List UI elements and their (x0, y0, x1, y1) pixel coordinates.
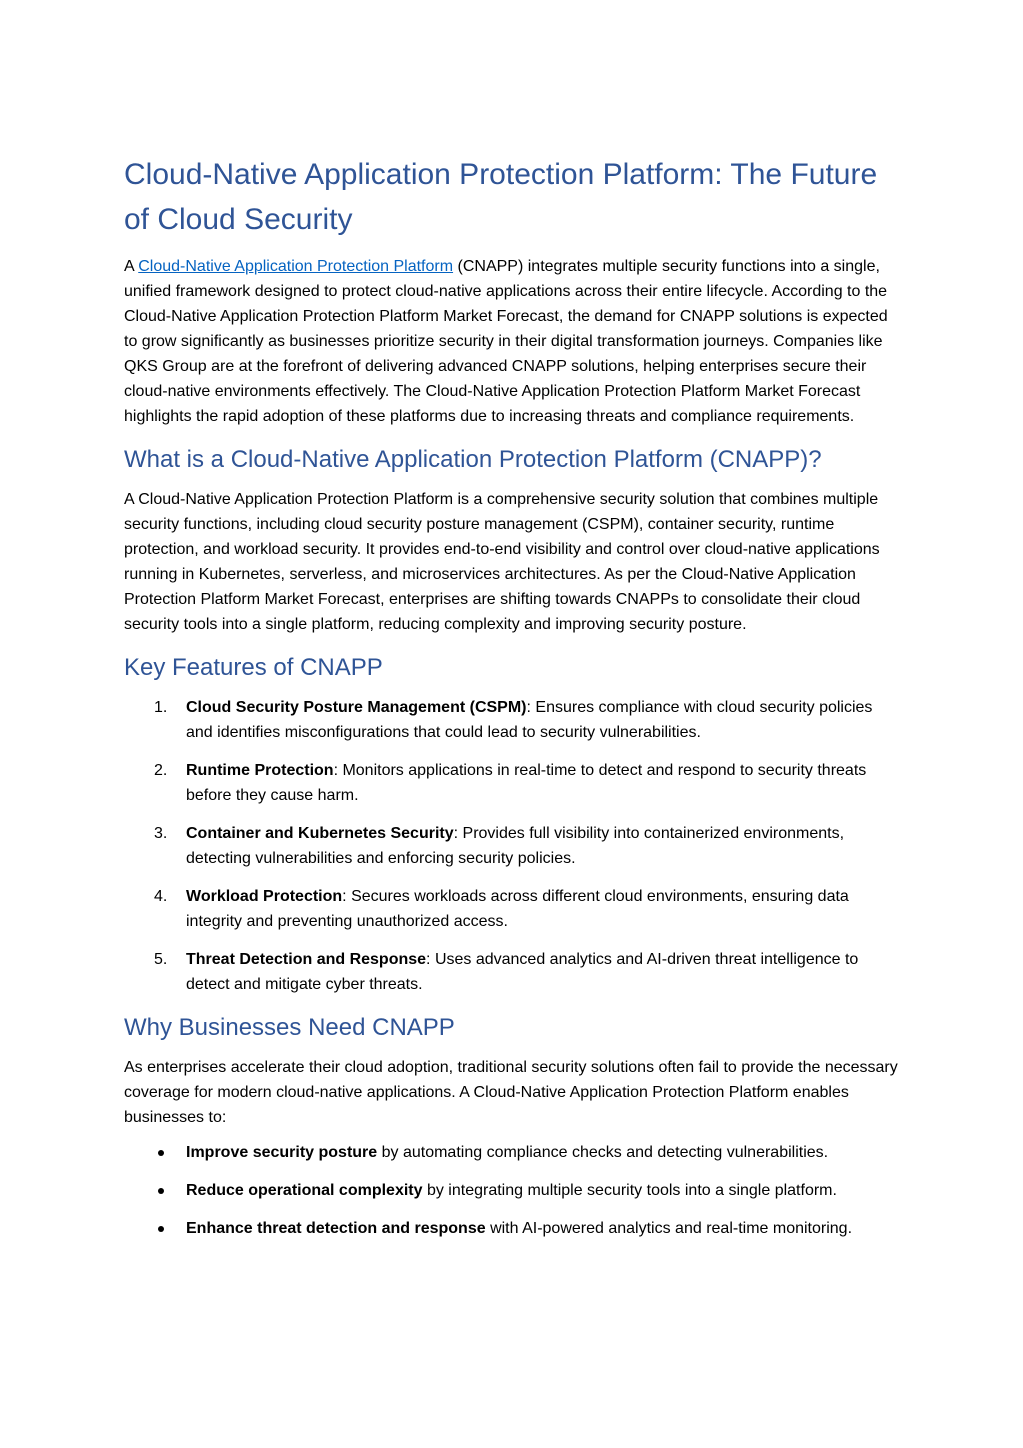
bullet-icon (158, 1150, 164, 1156)
section-heading-what: What is a Cloud-Native Application Protection Platform (CNAPP)? (124, 446, 822, 473)
list-item (124, 1216, 903, 1241)
list-number: 4. (154, 888, 168, 905)
list-item (124, 884, 903, 934)
intro-lead: A (124, 258, 139, 275)
benefit-list (124, 1140, 903, 1241)
feature-title: Container and Kubernetes Security (186, 825, 454, 842)
feature-text: : Provides full visibility into containerized environments, detecting vulnerabilities and enforcing security policies. (186, 825, 845, 867)
list-item (124, 1140, 903, 1165)
list-item (124, 1178, 903, 1203)
list-item (124, 758, 903, 808)
why-paragraph: As enterprises accelerate their cloud adoption, traditional security solutions often fail to provide the necessary coverage for modern cloud-native applications. A Cloud-Native Application Protection Platform enables businesses to: (124, 1059, 898, 1126)
list-number: 3. (154, 825, 168, 842)
benefit-text: with AI-powered analytics and real-time monitoring. (485, 1220, 853, 1237)
feature-title: Runtime Protection (186, 762, 334, 779)
section-heading-why: Why Businesses Need CNAPP (124, 1014, 455, 1041)
feature-text: : Monitors applications in real-time to detect and respond to security threats before they cause harm. (186, 762, 867, 804)
benefit-title: Reduce operational complexity (186, 1182, 423, 1199)
benefit-text: by automating compliance checks and detecting vulnerabilities. (377, 1144, 829, 1161)
bullet-icon (158, 1188, 164, 1194)
feature-title: Threat Detection and Response (186, 951, 427, 968)
list-number: 5. (154, 951, 168, 968)
list-number: 2. (154, 762, 168, 779)
list-number: 1. (154, 699, 168, 716)
feature-text: : Uses advanced analytics and AI-driven threat intelligence to detect and mitigate cyber threats. (186, 951, 859, 993)
page-title: Cloud-Native Application Protection Platform: The Future of Cloud Security (124, 158, 878, 236)
benefit-title: Improve security posture (186, 1144, 378, 1161)
what-paragraph: A Cloud-Native Application Protection Platform is a comprehensive security solution that combines multiple security functions, including cloud security posture management (CSPM), container security, runtime protection, and workload security. It provides end-to-end visibility and control over cloud-native applications running in Kubernetes, serverless, and microservices architectures. As per the Cloud-Native Application Protection Platform Market Forecast, enterprises are shifting towards CNAPPs to consolidate their cloud security tools into a single platform, reducing complexity and improving security posture. (124, 491, 880, 633)
feature-title: Workload Protection (186, 888, 343, 905)
intro-paragraph (124, 254, 903, 429)
bullet-icon (158, 1226, 164, 1232)
benefit-title: Enhance threat detection and response (186, 1220, 486, 1237)
feature-title: Cloud Security Posture Management (CSPM) (186, 699, 527, 716)
benefit-text: by integrating multiple security tools into a single platform. (422, 1182, 837, 1199)
section-heading-features: Key Features of CNAPP (124, 654, 383, 681)
feature-text: : Secures workloads across different cloud environments, ensuring data integrity and preventing unauthorized access. (186, 888, 849, 930)
list-item (124, 947, 903, 997)
list-item (124, 695, 903, 745)
cnapp-link[interactable]: Cloud-Native Application Protection Platform (138, 258, 454, 275)
feature-list (124, 695, 903, 997)
feature-text: : Ensures compliance with cloud security policies and identifies misconfigurations that could lead to security vulnerabilities. (186, 699, 873, 741)
list-item (124, 821, 903, 871)
intro-rest: (CNAPP) integrates multiple security functions into a single, unified framework designed to protect cloud-native applications across their entire lifecycle. According to the Cloud-Native Application Protection Platform Market Forecast, the demand for CNAPP solutions is expected to grow significantly as businesses prioritize security in their digital transformation journeys. Companies like QKS Group are at the forefront of delivering advanced CNAPP solutions, helping enterprises secure their cloud-native environments effectively. The Cloud-Native Application Protection Platform Market Forecast highlights the rapid adoption of these platforms due to increasing threats and compliance requirements. (124, 258, 888, 425)
